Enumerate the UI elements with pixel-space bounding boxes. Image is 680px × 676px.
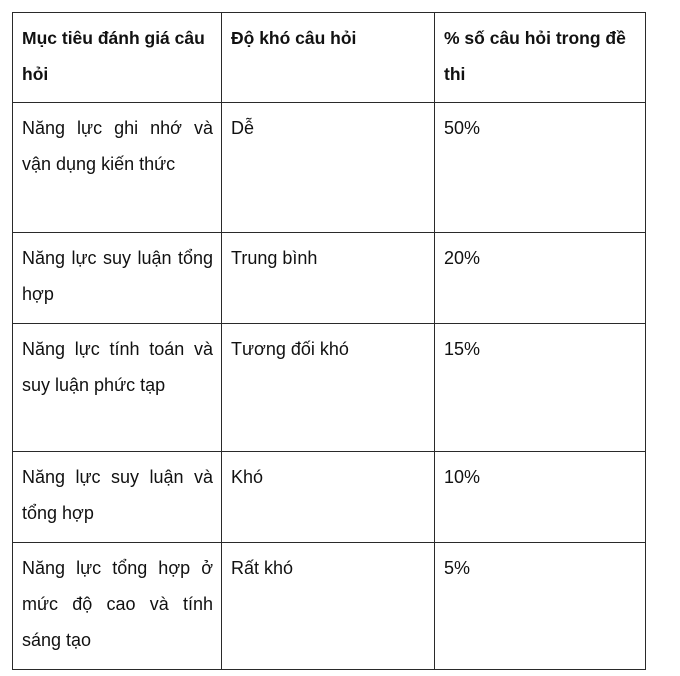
header-goal: Mục tiêu đánh giá câu hỏi: [13, 13, 222, 103]
cell-goal: Năng lực tổng hợp ở mức độ cao và tính sáng tạo: [13, 543, 222, 670]
cell-percent: 20%: [435, 233, 646, 324]
table-row: [13, 543, 646, 670]
cell-difficulty: Trung bình: [222, 233, 435, 324]
table-row: [13, 103, 646, 233]
cell-percent: 15%: [435, 324, 646, 452]
cell-goal: Năng lực suy luận tổng hợp: [13, 233, 222, 324]
table-row: [13, 452, 646, 543]
header-difficulty: Độ khó câu hỏi: [222, 13, 435, 103]
cell-goal: Năng lực ghi nhớ và vận dụng kiến thức: [13, 103, 222, 233]
cell-difficulty: Rất khó: [222, 543, 435, 670]
header-percent: % số câu hỏi trong đề thi: [435, 13, 646, 103]
table-row: [13, 233, 646, 324]
cell-percent: 50%: [435, 103, 646, 233]
cell-difficulty: Tương đối khó: [222, 324, 435, 452]
cell-goal: Năng lực suy luận và tổng hợp: [13, 452, 222, 543]
cell-percent: 5%: [435, 543, 646, 670]
table-header-row: [13, 13, 646, 103]
cell-percent: 10%: [435, 452, 646, 543]
cell-goal: Năng lực tính toán và suy luận phức tạp: [13, 324, 222, 452]
cell-difficulty: Khó: [222, 452, 435, 543]
cell-difficulty: Dễ: [222, 103, 435, 233]
table-row: [13, 324, 646, 452]
difficulty-table: [12, 12, 646, 670]
